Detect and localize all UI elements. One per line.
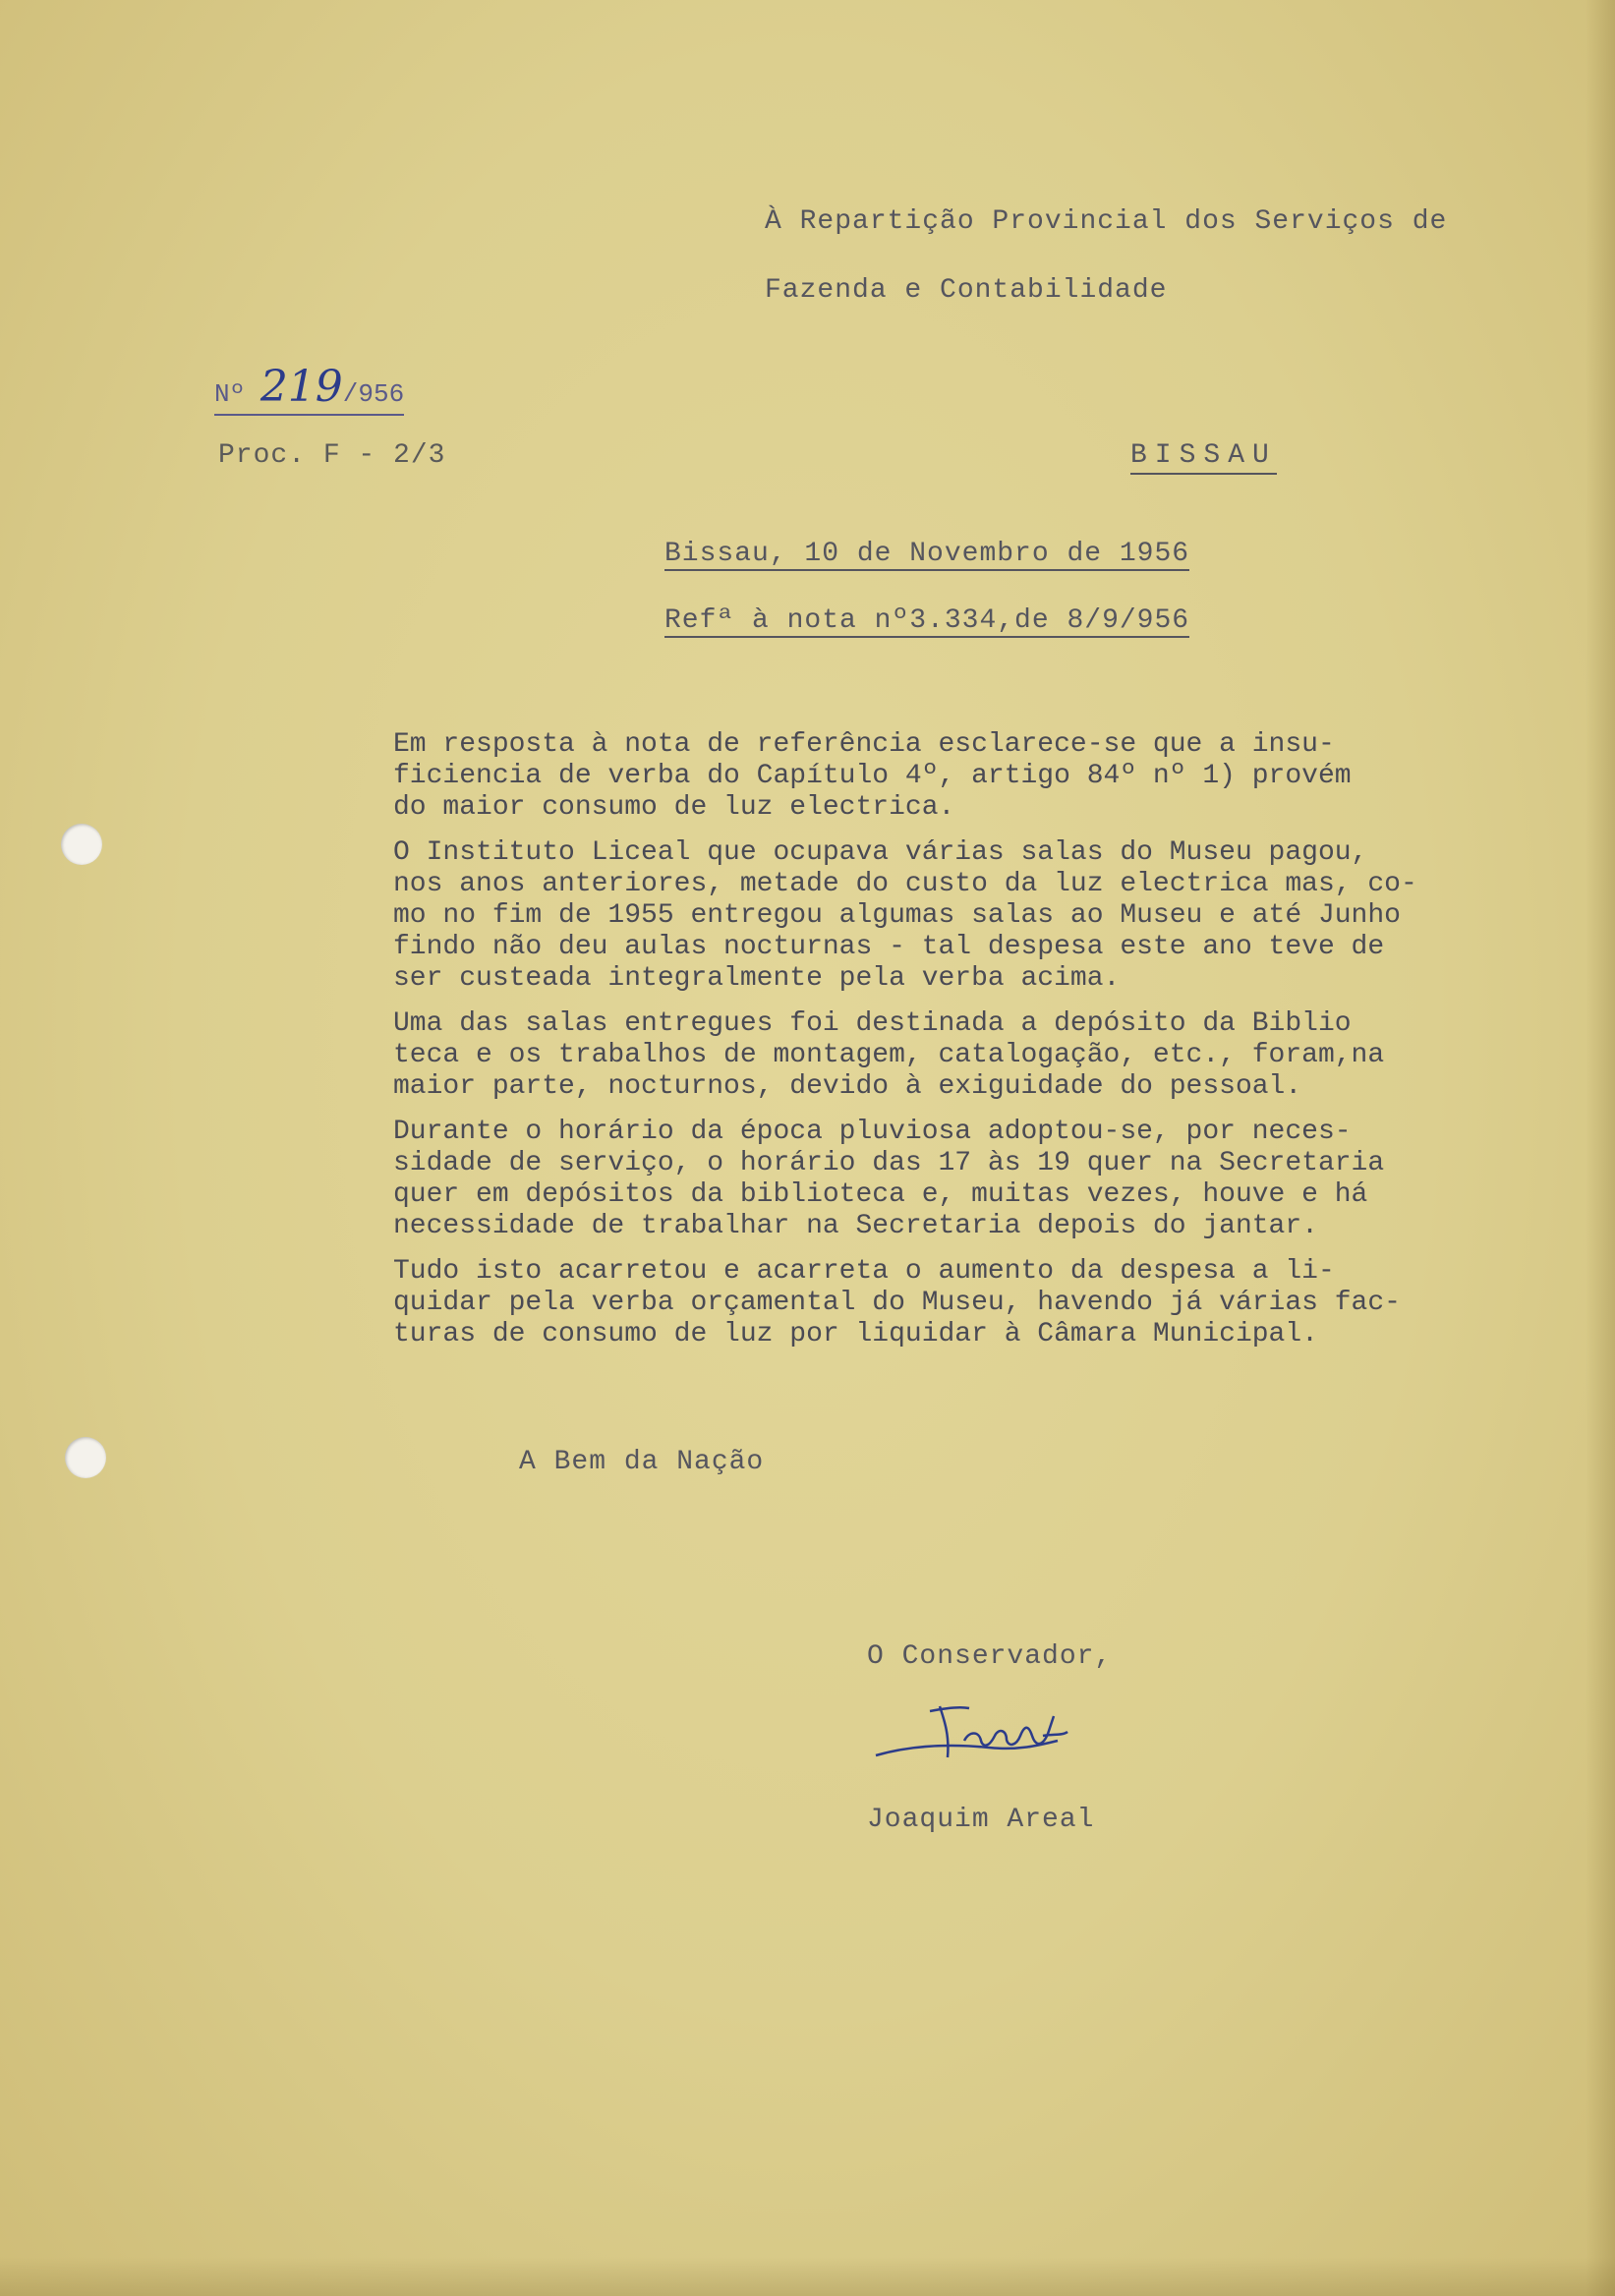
body-paragraph: Tudo isto acarretou e acarreta o aumento da despesa a li- quidar pela verba orçamental do Museu, havendo já várias fac- turas de consumo de luz por liquidar à Câmara Municipal. xyxy=(393,1256,1401,1349)
body-paragraph: Em resposta à nota de referência esclarece-se que a insu- ficiencia de verba do Capítulo 4º, artigo 84º nº 1) provém do maior consumo de luz electrica. xyxy=(393,729,1352,823)
body-paragraph: Uma das salas entregues foi destinada a depósito da Biblio teca e os trabalhos de montagem, catalogação, etc., foram,na maior parte, nocturnos, devido à exiguidade do pessoal. xyxy=(393,1008,1385,1102)
punch-hole-top xyxy=(61,824,102,865)
process-reference: Proc. F - 2/3 xyxy=(218,440,446,471)
signer-name: Joaquim Areal xyxy=(867,1805,1095,1835)
document-number xyxy=(214,362,404,416)
handwritten-number: 219 xyxy=(260,362,343,412)
signoff-title: O Conservador, xyxy=(867,1641,1113,1672)
paper-edge-shadow-bottom xyxy=(0,2257,1615,2296)
number-prefix: Nº xyxy=(214,379,260,409)
body-paragraph: Durante o horário da época pluviosa adoptou-se, por neces- sidade de serviço, o horário das 17 às 19 quer na Secretaria quer em depósitos da biblioteca e, muitas vezes, houve e há necessidade de trabalhar na Secretaria depois do jantar. xyxy=(393,1117,1385,1241)
number-year: /956 xyxy=(342,379,405,409)
recipient-line-2: Fazenda e Contabilidade xyxy=(765,275,1168,306)
letter-date: Bissau, 10 de Novembro de 1956 xyxy=(664,539,1190,569)
city-heading: BISSAU xyxy=(1130,440,1277,475)
punch-hole-bottom xyxy=(65,1437,106,1478)
closing-salutation: A Bem da Nação xyxy=(519,1447,765,1477)
body-paragraph: O Instituto Liceal que ocupava várias salas do Museu pagou, nos anos anteriores, metade do custo da luz electrica mas, co- mo no fim de 1955 entregou algumas salas ao Museu e até Junho findo não deu aulas nocturnas - tal despesa este ano teve de ser custeada integralmente pela verba acima. xyxy=(393,837,1417,994)
paper-edge-shadow xyxy=(1586,0,1615,2296)
handwritten-signature xyxy=(871,1696,1126,1775)
note-reference: Refª à nota nº3.334,de 8/9/956 xyxy=(664,605,1190,636)
letter-body xyxy=(393,729,1583,1364)
recipient-line-1: À Repartição Provincial dos Serviços de xyxy=(765,206,1448,237)
